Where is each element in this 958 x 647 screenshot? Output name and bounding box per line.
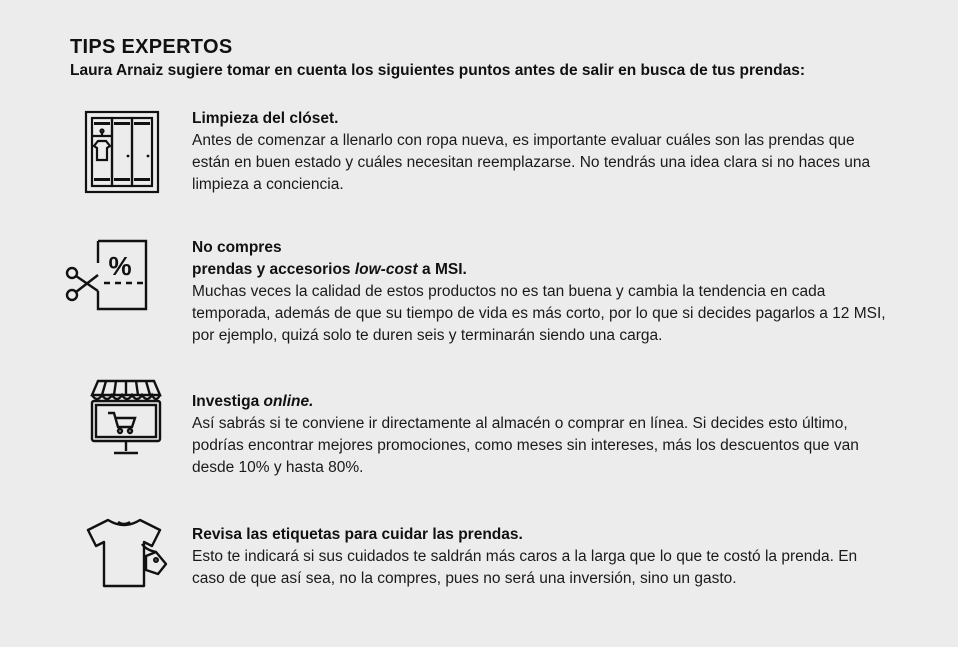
- tip-heading: Limpieza del clóset.: [192, 110, 339, 127]
- tip-heading-line2-pre: prendas y accesorios: [192, 261, 355, 278]
- tip-heading: [192, 391, 892, 413]
- tip-heading-em: online.: [263, 393, 314, 410]
- tip-body: Así sabrás si te conviene ir directamente al almacén o comprar en línea. Si decides esto último, podrías encontrar mejores promociones, como meses sin intereses, más los descuentos que van desde 10% y hasta 80%.: [192, 415, 859, 476]
- tip-heading-pre: Investiga: [192, 393, 264, 410]
- tip-heading-line1: No compres: [192, 239, 282, 256]
- tip-body: Antes de comenzar a llenarlo con ropa nueva, es importante evaluar cuáles son las prendas que están en buen estado y cuáles necesitan reemplazarse. No tendrás una idea clara si no haces una limpieza a conciencia.: [192, 132, 871, 193]
- tip-body: Esto te indicará si sus cuidados te saldrán más caros a la larga que lo que te costó la prenda. En caso de que así sea, no la compres, pues no será una inversión, sino un gasto.: [192, 548, 858, 587]
- page-subtitle: Laura Arnaiz sugiere tomar en cuenta los siguientes puntos antes de salir en busca de tus prendas:: [70, 62, 806, 79]
- tip-heading: Revisa las etiquetas para cuidar las prendas.: [192, 526, 523, 543]
- tip-heading: [192, 237, 892, 281]
- tshirt-tag-icon: [80, 524, 170, 614]
- online-store-icon: [80, 391, 170, 481]
- percent-symbol: %: [108, 251, 132, 281]
- page-title: TIPS EXPERTOS: [70, 36, 233, 58]
- tip-heading-line2-em: low-cost: [354, 261, 418, 278]
- header: [70, 36, 805, 80]
- tip-heading-line2-post: a MSI.: [417, 261, 467, 278]
- tip-body: Muchas veces la calidad de estos productos no es tan buena y cambia la tendencia en cada temporada, además de que su tiempo de vida es más corto, por lo que si decides pagarlos a 12 MSI, por ejemplo, quizá solo te duren seis y terminarán siendo una carga.: [192, 283, 886, 344]
- closet-icon: [80, 108, 170, 198]
- discount-coupon-icon: [80, 237, 170, 327]
